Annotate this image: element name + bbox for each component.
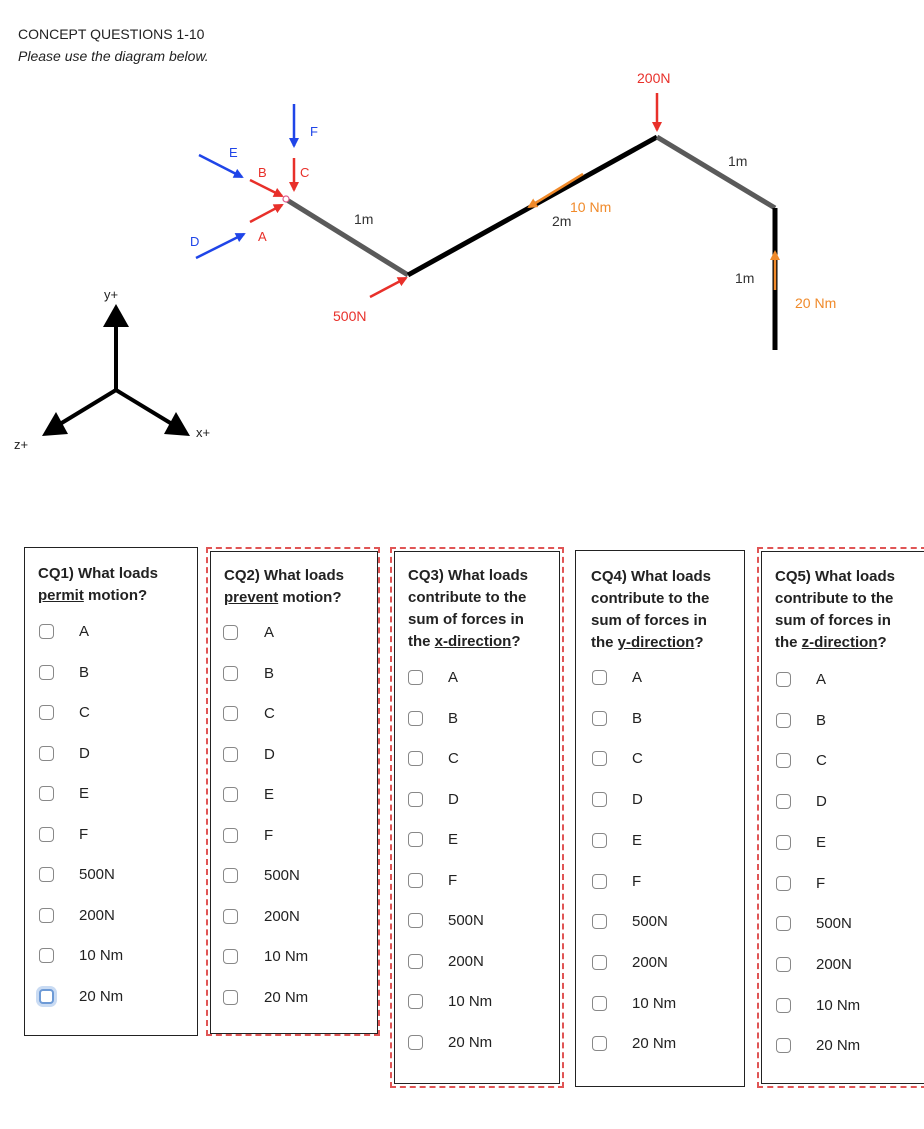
- cq1-checkbox-b[interactable]: [39, 665, 54, 680]
- page-title: CONCEPT QUESTIONS 1-10: [18, 26, 205, 42]
- cq2-option-label: F: [264, 826, 274, 844]
- cq4-option-label: D: [632, 791, 643, 809]
- cq4-option-label: B: [632, 709, 643, 727]
- cq5-checkbox-20-nm[interactable]: [776, 1038, 791, 1053]
- cq4-checkbox-200n[interactable]: [592, 955, 607, 970]
- cq5-option-label: D: [816, 793, 827, 811]
- cq4-checkbox-c[interactable]: [592, 751, 607, 766]
- cq1-option-label: B: [79, 663, 90, 681]
- label-force-a: A: [258, 229, 267, 244]
- cq1-option-label: E: [79, 785, 90, 802]
- cq4-checkbox-20-nm[interactable]: [592, 1036, 607, 1051]
- cq5-option-label: F: [816, 874, 826, 892]
- cq1-option-label: A: [79, 623, 90, 640]
- cq4-question-text: CQ4) What loads contribute to the sum of forces in the y-direction?: [591, 568, 712, 651]
- cq5-option-label: C: [816, 752, 827, 770]
- cq1-checkbox-20-nm[interactable]: [39, 989, 54, 1004]
- cq3-option-label: 20 Nm: [448, 1033, 493, 1051]
- cq1-option-label: D: [79, 744, 90, 762]
- label-axis-x: x+: [196, 425, 211, 440]
- cq5-option-label: B: [816, 711, 827, 729]
- cq4-checkbox-b[interactable]: [592, 711, 607, 726]
- label-force-b: B: [258, 165, 267, 180]
- cq4-checkbox-f[interactable]: [592, 874, 607, 889]
- arrow-d: [196, 234, 244, 258]
- cq2-option-label: 10 Nm: [264, 948, 309, 965]
- label-axis-z: z+: [14, 437, 29, 452]
- cq3-option-label: B: [448, 709, 459, 727]
- cq2-checkbox-10-nm[interactable]: [223, 949, 238, 964]
- arrow-a: [250, 205, 282, 222]
- cq1-checkbox-a[interactable]: [39, 624, 54, 639]
- cq3-checkbox-a[interactable]: [408, 670, 423, 685]
- cq3-checkbox-d[interactable]: [408, 792, 423, 807]
- cq4-option-label: 10 Nm: [632, 994, 677, 1012]
- label-length-1m: 1m: [354, 211, 374, 227]
- cq5-checkbox-500n[interactable]: [776, 916, 791, 931]
- axis-z-line: [60, 390, 116, 424]
- axis-x-head: [164, 412, 190, 436]
- cq2-question-text: CQ2) What loads prevent motion?: [224, 567, 345, 606]
- cq3-checkbox-b[interactable]: [408, 711, 423, 726]
- cq2-checkbox-20-nm[interactable]: [223, 990, 238, 1005]
- cq1-checkbox-d[interactable]: [39, 746, 54, 761]
- cq3-question-text: CQ3) What loads contribute to the sum of forces in the x-direction?: [408, 567, 529, 650]
- cq1-checkbox-10-nm[interactable]: [39, 948, 54, 963]
- axis-x-line: [116, 390, 172, 424]
- cq4-checkbox-a[interactable]: [592, 670, 607, 685]
- cq5-option-label: E: [816, 833, 827, 851]
- cq3-option-label: A: [448, 669, 459, 686]
- label-20nm: 20 Nm: [795, 295, 837, 311]
- cq1-checkbox-f[interactable]: [39, 827, 54, 842]
- cq3-option-label: F: [448, 871, 458, 889]
- cq2-checkbox-200n[interactable]: [223, 909, 238, 924]
- member-1m-gray: [287, 200, 408, 275]
- arrow-b: [250, 180, 282, 196]
- cq4-option-label: F: [632, 872, 642, 890]
- member-1m-gray-b: [657, 137, 775, 208]
- cq3-checkbox-200n[interactable]: [408, 954, 423, 969]
- label-force-e: E: [229, 145, 238, 160]
- cq5-checkbox-c[interactable]: [776, 753, 791, 768]
- cq1-checkbox-e[interactable]: [39, 786, 54, 801]
- cq5-checkbox-b[interactable]: [776, 713, 791, 728]
- cq1-option-label: 500N: [79, 866, 115, 883]
- label-length-1m-c: 1m: [735, 270, 755, 286]
- axis-z-head: [42, 412, 68, 436]
- cq3-checkbox-500n[interactable]: [408, 913, 423, 928]
- arrow-500n: [370, 278, 406, 297]
- cq2-option-label: D: [264, 745, 275, 763]
- label-force-d: D: [190, 234, 200, 249]
- cq2-checkbox-e[interactable]: [223, 787, 238, 802]
- pin-joint: [283, 196, 289, 202]
- cq1-option-label: 20 Nm: [79, 987, 124, 1005]
- cq2-checkbox-f[interactable]: [223, 828, 238, 843]
- cq2-option-label: 200N: [264, 907, 300, 925]
- cq2-option-label: E: [264, 786, 275, 803]
- cq3-option-label: E: [448, 831, 459, 848]
- label-500n: 500N: [333, 308, 367, 324]
- cq4-option-label: 20 Nm: [632, 1035, 677, 1053]
- cq3-option-label: 200N: [448, 952, 484, 970]
- cq4-option-label: C: [632, 750, 643, 768]
- cq3-checkbox-e[interactable]: [408, 832, 423, 847]
- cq1-option-label: C: [79, 704, 90, 721]
- cq5-checkbox-d[interactable]: [776, 794, 791, 809]
- label-axis-y: y+: [104, 287, 119, 302]
- cq2-option-label: B: [264, 664, 275, 682]
- label-10nm: 10 Nm: [570, 199, 612, 215]
- cq1-checkbox-200n[interactable]: [39, 908, 54, 923]
- cq5-checkbox-10-nm[interactable]: [776, 998, 791, 1013]
- cq2-option-label: A: [264, 624, 275, 641]
- cq3-option-label: 500N: [448, 912, 484, 929]
- cq5-option-label: 500N: [816, 915, 852, 933]
- cq3-checkbox-c[interactable]: [408, 751, 423, 766]
- cq3-option-label: D: [448, 790, 459, 808]
- cq4-option-label: 200N: [632, 953, 668, 971]
- cq4-checkbox-e[interactable]: [592, 833, 607, 848]
- cq2-checkbox-d[interactable]: [223, 747, 238, 762]
- cq5-option-label: 200N: [816, 955, 852, 973]
- label-force-f: F: [310, 124, 318, 139]
- axis-y-head: [103, 304, 129, 327]
- cq5-checkbox-a[interactable]: [776, 672, 791, 687]
- cq2-option-label: 20 Nm: [264, 988, 309, 1006]
- page-subtitle: Please use the diagram below.: [18, 48, 209, 64]
- cq1-option-label: 10 Nm: [79, 947, 124, 964]
- cq5-checkbox-e[interactable]: [776, 835, 791, 850]
- cq5-option-label: A: [816, 671, 827, 688]
- cq3-option-label: 10 Nm: [448, 993, 493, 1010]
- cq1-option-label: F: [79, 825, 89, 843]
- cq2-checkbox-a[interactable]: [223, 625, 238, 640]
- label-length-1m-b: 1m: [728, 153, 748, 169]
- label-length-2m: 2m: [552, 213, 572, 229]
- cq4-option-label: A: [632, 669, 643, 686]
- cq4-option-label: 500N: [632, 913, 668, 931]
- cq1-checkbox-c[interactable]: [39, 705, 54, 720]
- loads-diagram: [0, 0, 924, 520]
- cq5-option-label: 20 Nm: [816, 1037, 861, 1055]
- cq4-checkbox-500n[interactable]: [592, 914, 607, 929]
- cq1-option-label: 200N: [79, 906, 115, 924]
- label-200n: 200N: [637, 70, 671, 86]
- cq4-checkbox-d[interactable]: [592, 792, 607, 807]
- cq1-checkbox-500n[interactable]: [39, 867, 54, 882]
- cq3-option-label: C: [448, 750, 459, 767]
- cq4-option-label: E: [632, 831, 643, 849]
- cq2-checkbox-b[interactable]: [223, 666, 238, 681]
- cq3-checkbox-10-nm[interactable]: [408, 994, 423, 1009]
- label-force-c: C: [300, 165, 310, 180]
- cq2-option-label: C: [264, 705, 275, 722]
- cq1-question-text: CQ1) What loads permit motion?: [38, 565, 159, 604]
- cq2-checkbox-500n[interactable]: [223, 868, 238, 883]
- cq5-checkbox-200n[interactable]: [776, 957, 791, 972]
- cq2-checkbox-c[interactable]: [223, 706, 238, 721]
- cq5-checkbox-f[interactable]: [776, 876, 791, 891]
- cq5-question-text: CQ5) What loads contribute to the sum of forces in the z-direction?: [775, 568, 896, 651]
- cq5-option-label: 10 Nm: [816, 996, 861, 1014]
- cq4-checkbox-10-nm[interactable]: [592, 996, 607, 1011]
- cq2-option-label: 500N: [264, 867, 300, 884]
- cq3-checkbox-f[interactable]: [408, 873, 423, 888]
- cq3-checkbox-20-nm[interactable]: [408, 1035, 423, 1050]
